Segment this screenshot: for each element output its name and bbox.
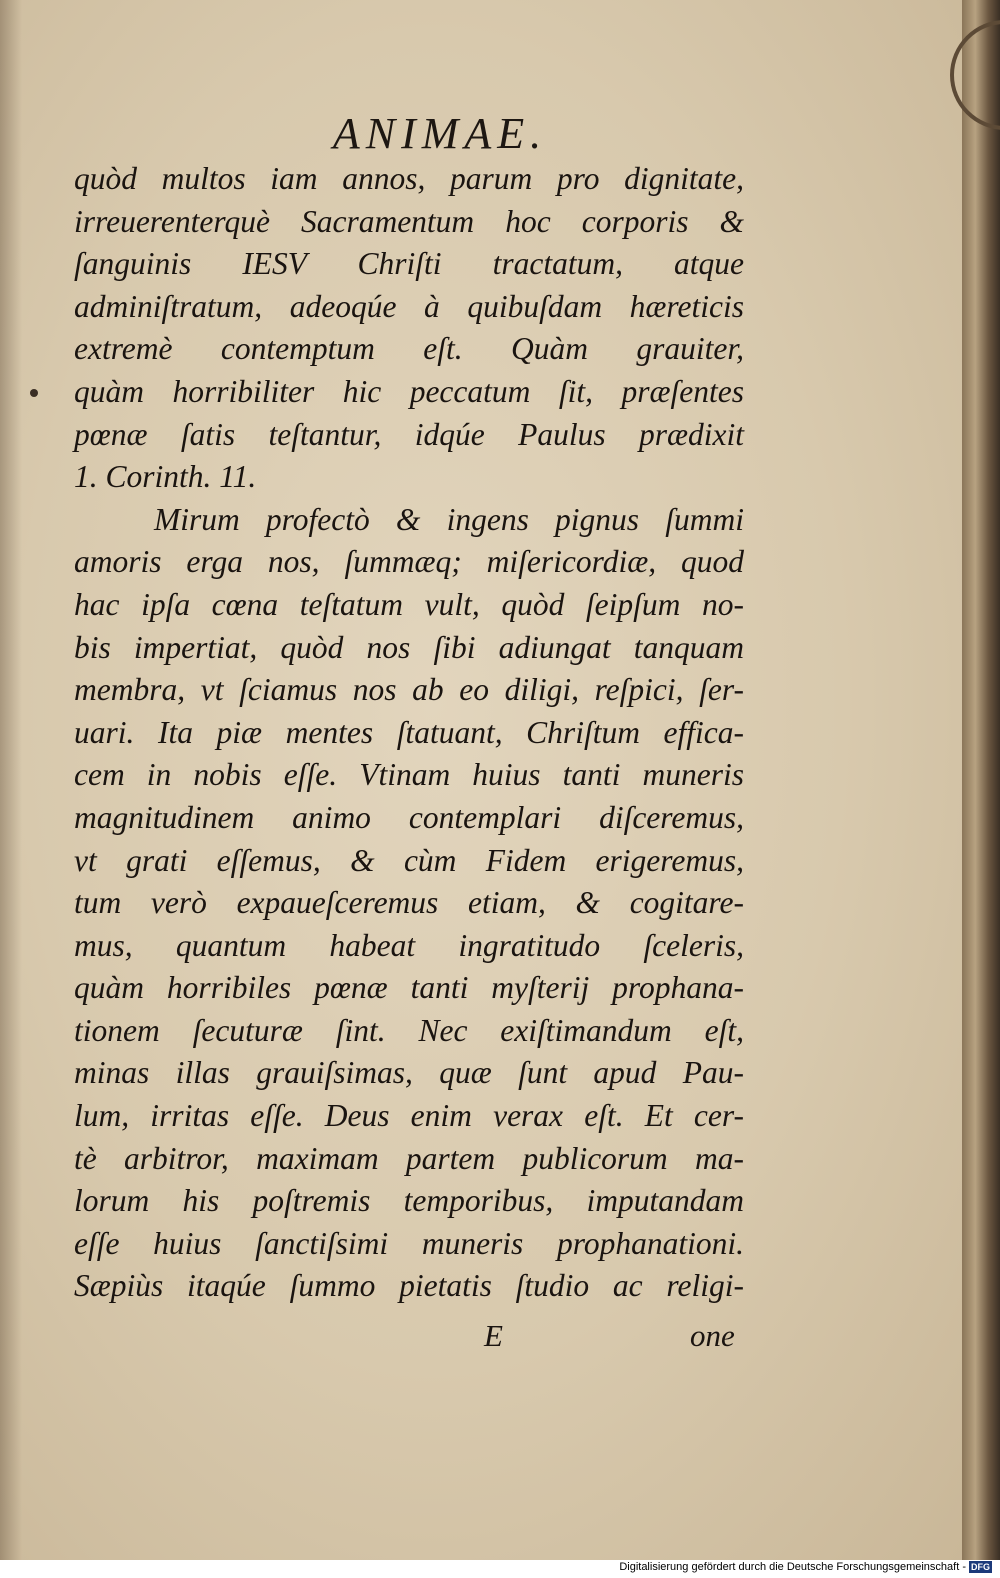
text-line: quàm horribiliter hic peccatum ſit, præſentes bbox=[74, 373, 744, 409]
text-line: cem in nobis eſſe. Vtinam huius tanti muneris bbox=[74, 757, 744, 793]
text-line: amoris erga nos, ſummæq; miſericordiæ, quod bbox=[74, 544, 744, 580]
catchword: one bbox=[690, 1318, 735, 1353]
text-line: bis impertiat, quòd nos ſibi adiungat tanquam bbox=[74, 629, 744, 665]
gutter-shadow bbox=[0, 0, 22, 1560]
text-line: ſanguinis IESV Chriſti tractatum, atque bbox=[74, 246, 744, 282]
text-line: membra, vt ſciamus nos ab eo diligi, reſpici, ſer- bbox=[74, 672, 744, 708]
text-line: eſſe huius ſanctiſsimi muneris prophanationi. bbox=[74, 1225, 744, 1261]
text-line: pœnæ ſatis teſtantur, idqúe Paulus prædixit bbox=[74, 416, 744, 452]
text-line: 1. Corinth. 11. bbox=[74, 459, 257, 495]
text-line: adminiſtratum, adeoqúe à quibuſdam hæreticis bbox=[74, 288, 744, 324]
text-line: tum verò expaueſceremus etiam, & cogitare- bbox=[74, 885, 744, 921]
text-line: Sæpiùs itaqúe ſummo pietatis ſtudio ac religi- bbox=[74, 1268, 744, 1304]
text-line: quòd multos iam annos, parum pro dignitate, bbox=[74, 161, 744, 196]
dfg-logo: DFG bbox=[971, 1562, 990, 1572]
text-line: lum, irritas eſſe. Deus enim verax eſt. Et cer- bbox=[74, 1098, 744, 1134]
text-line: tè arbitror, maximam partem publicorum ma- bbox=[74, 1140, 744, 1176]
text-line: minas illas grauiſsimas, quæ ſunt apud Pau- bbox=[74, 1055, 744, 1091]
text-line: hac ipſa cœna teſtatum vult, quòd ſeipſum no- bbox=[74, 586, 744, 622]
margin-ink-spot bbox=[30, 389, 38, 397]
text-line: Mirum profectò & ingens pignus ſummi bbox=[154, 501, 744, 537]
text-line: mus, quantum habeat ingratitudo ſceleris, bbox=[74, 927, 744, 963]
credit-text: Digitalisierung gefördert durch die Deutsche Forschungsgemeinschaft - bbox=[619, 1561, 966, 1573]
page-edge bbox=[962, 0, 1000, 1560]
body-text bbox=[74, 158, 744, 1308]
digitization-credit bbox=[619, 1561, 992, 1573]
signature-mark: E bbox=[484, 1318, 503, 1353]
text-line: extremè contemptum eſt. Quàm grauiter, bbox=[74, 331, 744, 367]
running-head: ANIMAE. bbox=[332, 109, 548, 158]
text-line: quàm horribiles pœnæ tanti myſterij prophana- bbox=[74, 970, 744, 1006]
text-line: magnitudinem animo contemplari diſceremus, bbox=[74, 799, 744, 835]
text-line: uari. Ita piæ mentes ſtatuant, Chriſtum effica- bbox=[74, 714, 744, 750]
text-line: lorum his poſtremis temporibus, imputandam bbox=[74, 1183, 744, 1219]
text-line: irreuerenterquè Sacramentum hoc corporis & bbox=[74, 203, 744, 239]
text-line: vt grati eſſemus, & cùm Fidem erigeremus, bbox=[74, 842, 744, 878]
text-line: tionem ſecuturæ ſint. Nec exiſtimandum eſt, bbox=[74, 1012, 744, 1048]
